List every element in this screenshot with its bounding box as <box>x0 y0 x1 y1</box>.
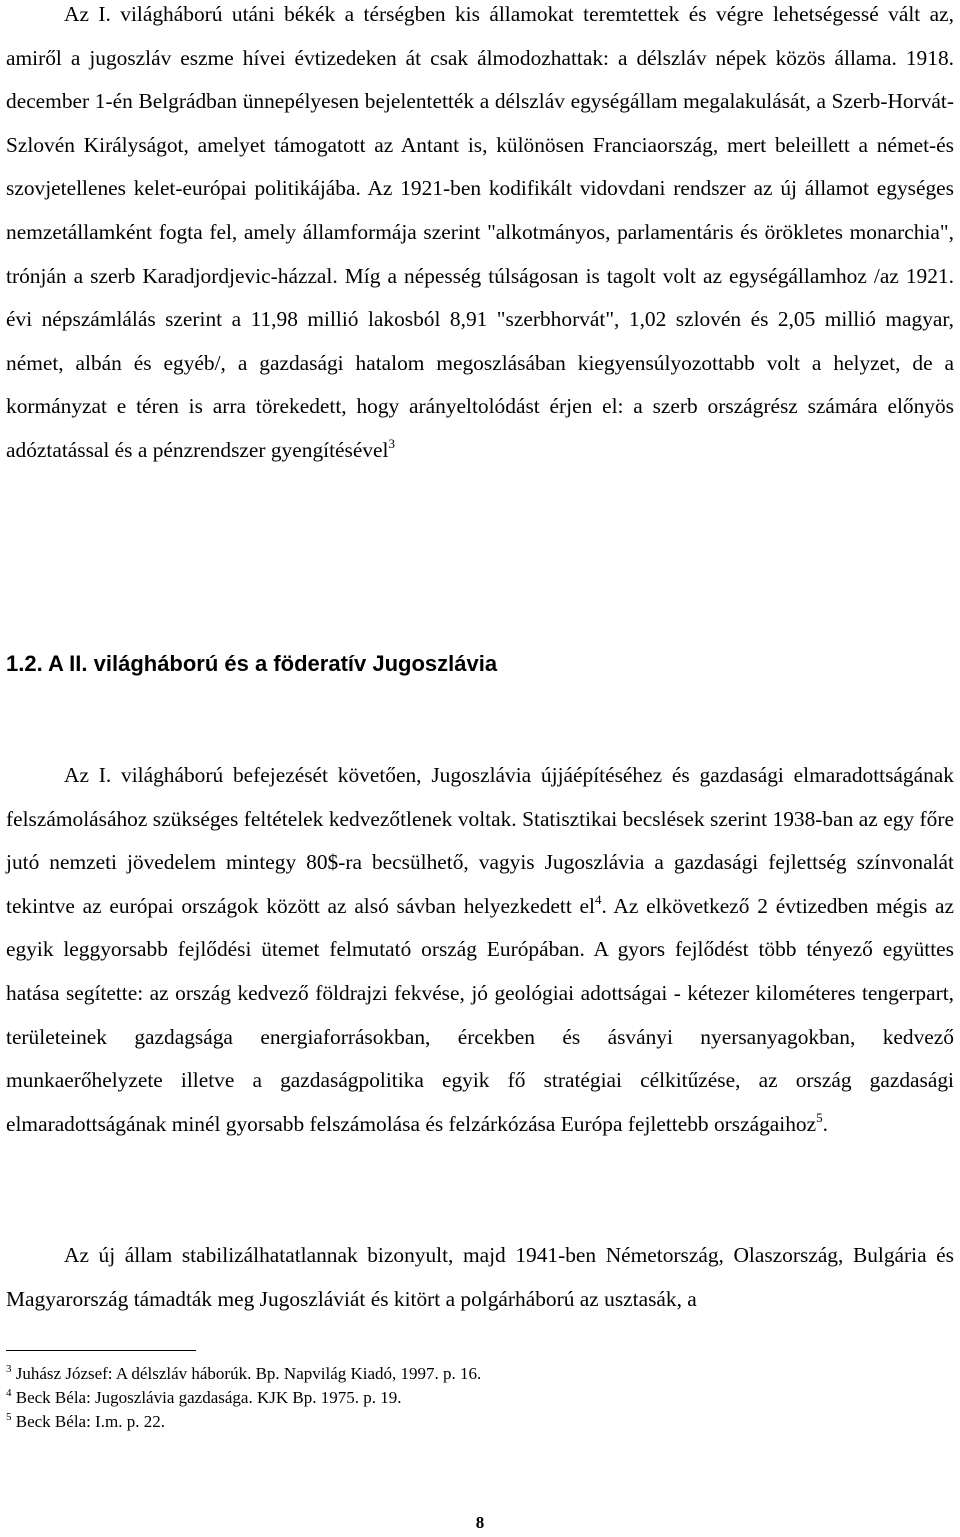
footnote-item <box>6 1410 954 1434</box>
footnote-ref-4: 4 <box>595 891 602 907</box>
footnote-item <box>6 1362 954 1386</box>
paragraph-economy <box>6 754 954 1146</box>
paragraph-economy-text-1: Az I. világháború befejezését követően, Jugoszlávia újjáépítéséhez és gazdasági elmaradottságának felszámolásához szükséges feltételek kedvezőtlenek voltak. Statisztikai becslések szerint 1938-ban az egy főre jutó nemzeti jövedelem mintegy 80$-ra becsülhető, vagyis Jugoszlávia a gazdasági fejlettség színvonalát tekintve az európai országok között az alsó sávban helyezkedett el <box>6 763 954 918</box>
paragraph-intro-text: Az I. világháború utáni békék a térségben kis államokat teremtettek és végre lehetségessé vált az, amiről a jugoszláv eszme hívei évtizedeken át csak álmodozhattak: a délszláv népek közös állama. 1918. december 1-én Belgrádban ünnepélyesen bejelentették a délszláv egységállam megalakulását, a Szerb-Horvát-Szlovén Királyságot, amelyet támogatott az Antant is, különösen Franciaország, mert beleillett a német-és szovjetellenes kelet-európai politikájába. Az 1921-ben kodifikált vidovdani rendszer az új államot egységes nemzetállamként fogta fel, amely államformája szerint "alkotmányos, parlamentáris és örökletes monarchia", trónján a szerb Karadjordjevic-házzal. Míg a népesség túlságosan is tagolt volt az egységállamhoz /az 1921. évi népszámlálás szerint a 11,98 millió lakosból 8,91 "szerbhorvát", 1,02 szlovén és 2,05 millió magyar, német, albán és egyéb/, a gazdasági hatalom megoszlásában kiegyensúlyozottabb volt a helyzet, de a kormányzat e téren is arra törekedett, hogy arányeltolódást érjen el: a szerb országrész számára előnyös adóztatással és a pénzrendszer gyengítésével <box>6 2 954 462</box>
footnote-divider <box>6 1350 196 1351</box>
footnote-ref-5: 5 <box>816 1109 823 1125</box>
footnote-number: 5 <box>6 1411 12 1423</box>
footnote-text: Juhász József: A délszláv háborúk. Bp. Napvilág Kiadó, 1997. p. 16. <box>15 1364 482 1383</box>
section-heading: 1.2. A II. világháború és a föderatív Jugoszlávia <box>6 651 498 676</box>
paragraph-intro <box>6 0 954 473</box>
footnote-text: Beck Béla: Jugoszlávia gazdasága. KJK Bp. 1975. p. 19. <box>15 1388 402 1407</box>
footnotes <box>6 1362 954 1434</box>
paragraph-economy-text-2: . Az elkövetkező 2 évtizedben mégis az egyik leggyorsabb fejlődési ütemet felmutató ország Európában. A gyors fejlődést több tényező együttes hatása segítette: az ország kedvező földrajzi fekvése, jó geológiai adottságai - kétezer kilométeres tengerpart, területeinek gazdagsága energiaforrásokban, ércekben és ásványi nyersanyagokban, kedvező munkaerőhelyzete illetve a gazdaságpolitika egyik fő stratégiai célkitűzése, az ország gazdasági elmaradottságának minél gyorsabb felszámolása és felzárkózása Európa fejlettebb országaihoz <box>6 893 954 1136</box>
footnote-item <box>6 1386 954 1410</box>
footnote-text: Beck Béla: I.m. p. 22. <box>15 1412 165 1431</box>
page-number: 8 <box>475 1513 485 1532</box>
paragraph-economy-text-3: . <box>822 1111 828 1136</box>
paragraph-war: Az új állam stabilizálhatatlannak bizonyult, majd 1941-ben Németország, Olaszország, Bulgária és Magyarország támadták meg Jugoszláviát és kitört a polgárháború az usztasák, a <box>6 1243 954 1311</box>
footnote-number: 3 <box>6 1363 12 1375</box>
footnote-ref-3: 3 <box>388 435 395 451</box>
footnote-number: 4 <box>6 1387 12 1399</box>
document-page <box>6 0 954 1537</box>
